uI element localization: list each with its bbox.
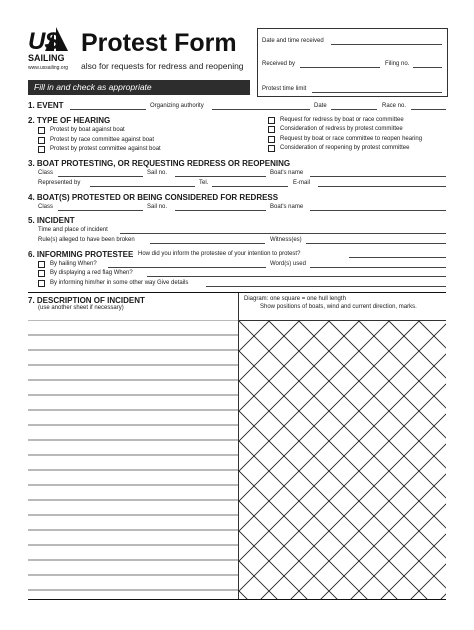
tel-field[interactable] [212,186,288,187]
red-flag-when-field[interactable] [147,276,446,277]
option-label: Protest by protest committee against boat [50,146,161,152]
words-used-label: Word(s) used [270,261,306,267]
class-label: Class [38,170,54,176]
tel-label: Tel. [199,180,209,186]
option-label: Consideration of redress by protest committee [280,126,403,132]
email-label: E-mail [293,180,311,186]
class-field[interactable] [58,176,143,177]
filing-no-label: Filing no. [385,61,410,67]
date-field[interactable] [331,109,377,110]
checkbox-protest-pc-vs-boat[interactable] [38,146,45,153]
page-title: Protest Form [81,29,237,57]
other-way-details-field[interactable] [206,286,446,287]
instruction-banner: Fill in and check as appropriate [28,80,250,95]
informing-protestee-heading: 6. INFORMING PROTESTEE [28,250,134,259]
description-writing-area[interactable] [28,320,238,599]
date-time-received-field[interactable] [331,44,442,45]
us-sailing-logo [28,26,72,76]
checkbox-request-redress[interactable] [268,117,275,124]
rules-field[interactable] [150,243,265,244]
words-used-field[interactable] [310,267,446,268]
date-label: Date [314,103,327,109]
boat-protested-heading: 4. BOAT(S) PROTESTED OR BEING CONSIDERED FOR REDRESS [28,193,279,202]
time-place-label: Time and place of incident [38,227,108,233]
rules-label: Rule(s) alleged to have been broken [38,237,135,243]
time-place-field[interactable] [120,233,446,234]
boat-protesting-heading: 3. BOAT PROTESTING, OR REQUESTING REDRESS OR REOPENING [28,159,291,168]
sail-no-label: Sail no. [147,204,168,210]
diagram-grid[interactable] [239,320,446,599]
bottom-rule [28,599,446,600]
protest-time-limit-label: Protest time limit [262,86,307,92]
received-by-field[interactable] [300,67,380,68]
race-no-label: Race no. [382,103,407,109]
checkbox-consider-reopen[interactable] [268,145,275,152]
logo-sailing-text: SAILING [28,53,65,63]
diagonal-grid [239,321,446,600]
logo-url: www.ussailing.org [28,65,69,71]
email-field[interactable] [318,186,446,187]
description-note: (use another sheet if necessary) [38,305,124,311]
received-by-label: Received by [262,61,296,67]
checkbox-by-hailing[interactable] [38,261,45,268]
inform-question-field[interactable] [349,257,446,258]
checkbox-red-flag[interactable] [38,270,45,277]
page-subtitle: also for requests for redress and reopening [81,61,244,71]
race-no-field[interactable] [411,109,446,110]
boat-name-field[interactable] [310,176,446,177]
witnesses-field[interactable] [306,243,446,244]
type-of-hearing-heading: 2. TYPE OF HEARING [28,116,111,125]
organizing-authority-label: Organizing authority [150,103,204,109]
incident-heading: 5. INCIDENT [28,216,75,225]
represented-by-label: Represented by [38,180,81,186]
filing-no-field[interactable] [413,67,442,68]
witnesses-label: Witness(es) [270,237,302,243]
checkbox-other-way[interactable] [38,280,45,287]
option-label: Request for redress by boat or race committee [280,117,404,123]
option-label: Protest by race committee against boat [50,137,155,143]
protested-boat-name-field[interactable] [310,210,446,211]
option-label: Request by boat or race committee to reopen hearing [280,136,423,142]
option-label: Protest by boat against boat [50,127,125,133]
by-hailing-label: By hailing When? [50,261,97,267]
inform-question: How did you inform the protestee of your intention to protest? [138,251,301,257]
checkbox-consider-redress[interactable] [268,126,275,133]
other-way-label: By informing him/her in some other way Give details [50,280,189,286]
protested-class-field[interactable] [58,210,143,211]
red-flag-label: By displaying a red flag When? [50,270,133,276]
hailing-when-field[interactable] [108,267,266,268]
checkbox-request-reopen[interactable] [268,136,275,143]
description-heading: 7. DESCRIPTION OF INCIDENT [28,296,145,305]
represented-by-field[interactable] [90,186,195,187]
option-label: Consideration of reopening by protest committee [280,145,410,151]
diagram-title: Diagram: one square = one hull length [244,296,346,302]
boat-name-label: Boat's name [270,204,304,210]
organizing-authority-field[interactable] [212,109,310,110]
event-heading: 1. EVENT [28,101,64,110]
protest-time-limit-field[interactable] [312,92,442,93]
sail-no-label: Sail no. [147,170,168,176]
date-time-received-label: Date and time received [262,38,324,44]
boat-name-label: Boat's name [270,170,304,176]
diagram-note: Show positions of boats, wind and current direction, marks. [260,304,417,310]
description-lines [28,320,238,599]
sail-no-field[interactable] [175,176,266,177]
class-label: Class [38,204,54,210]
event-field[interactable] [70,109,146,110]
checkbox-protest-rc-vs-boat[interactable] [38,137,45,144]
logo-us-text: US [28,28,60,55]
checkbox-protest-boat-vs-boat[interactable] [38,127,45,134]
protested-sail-no-field[interactable] [175,210,266,211]
